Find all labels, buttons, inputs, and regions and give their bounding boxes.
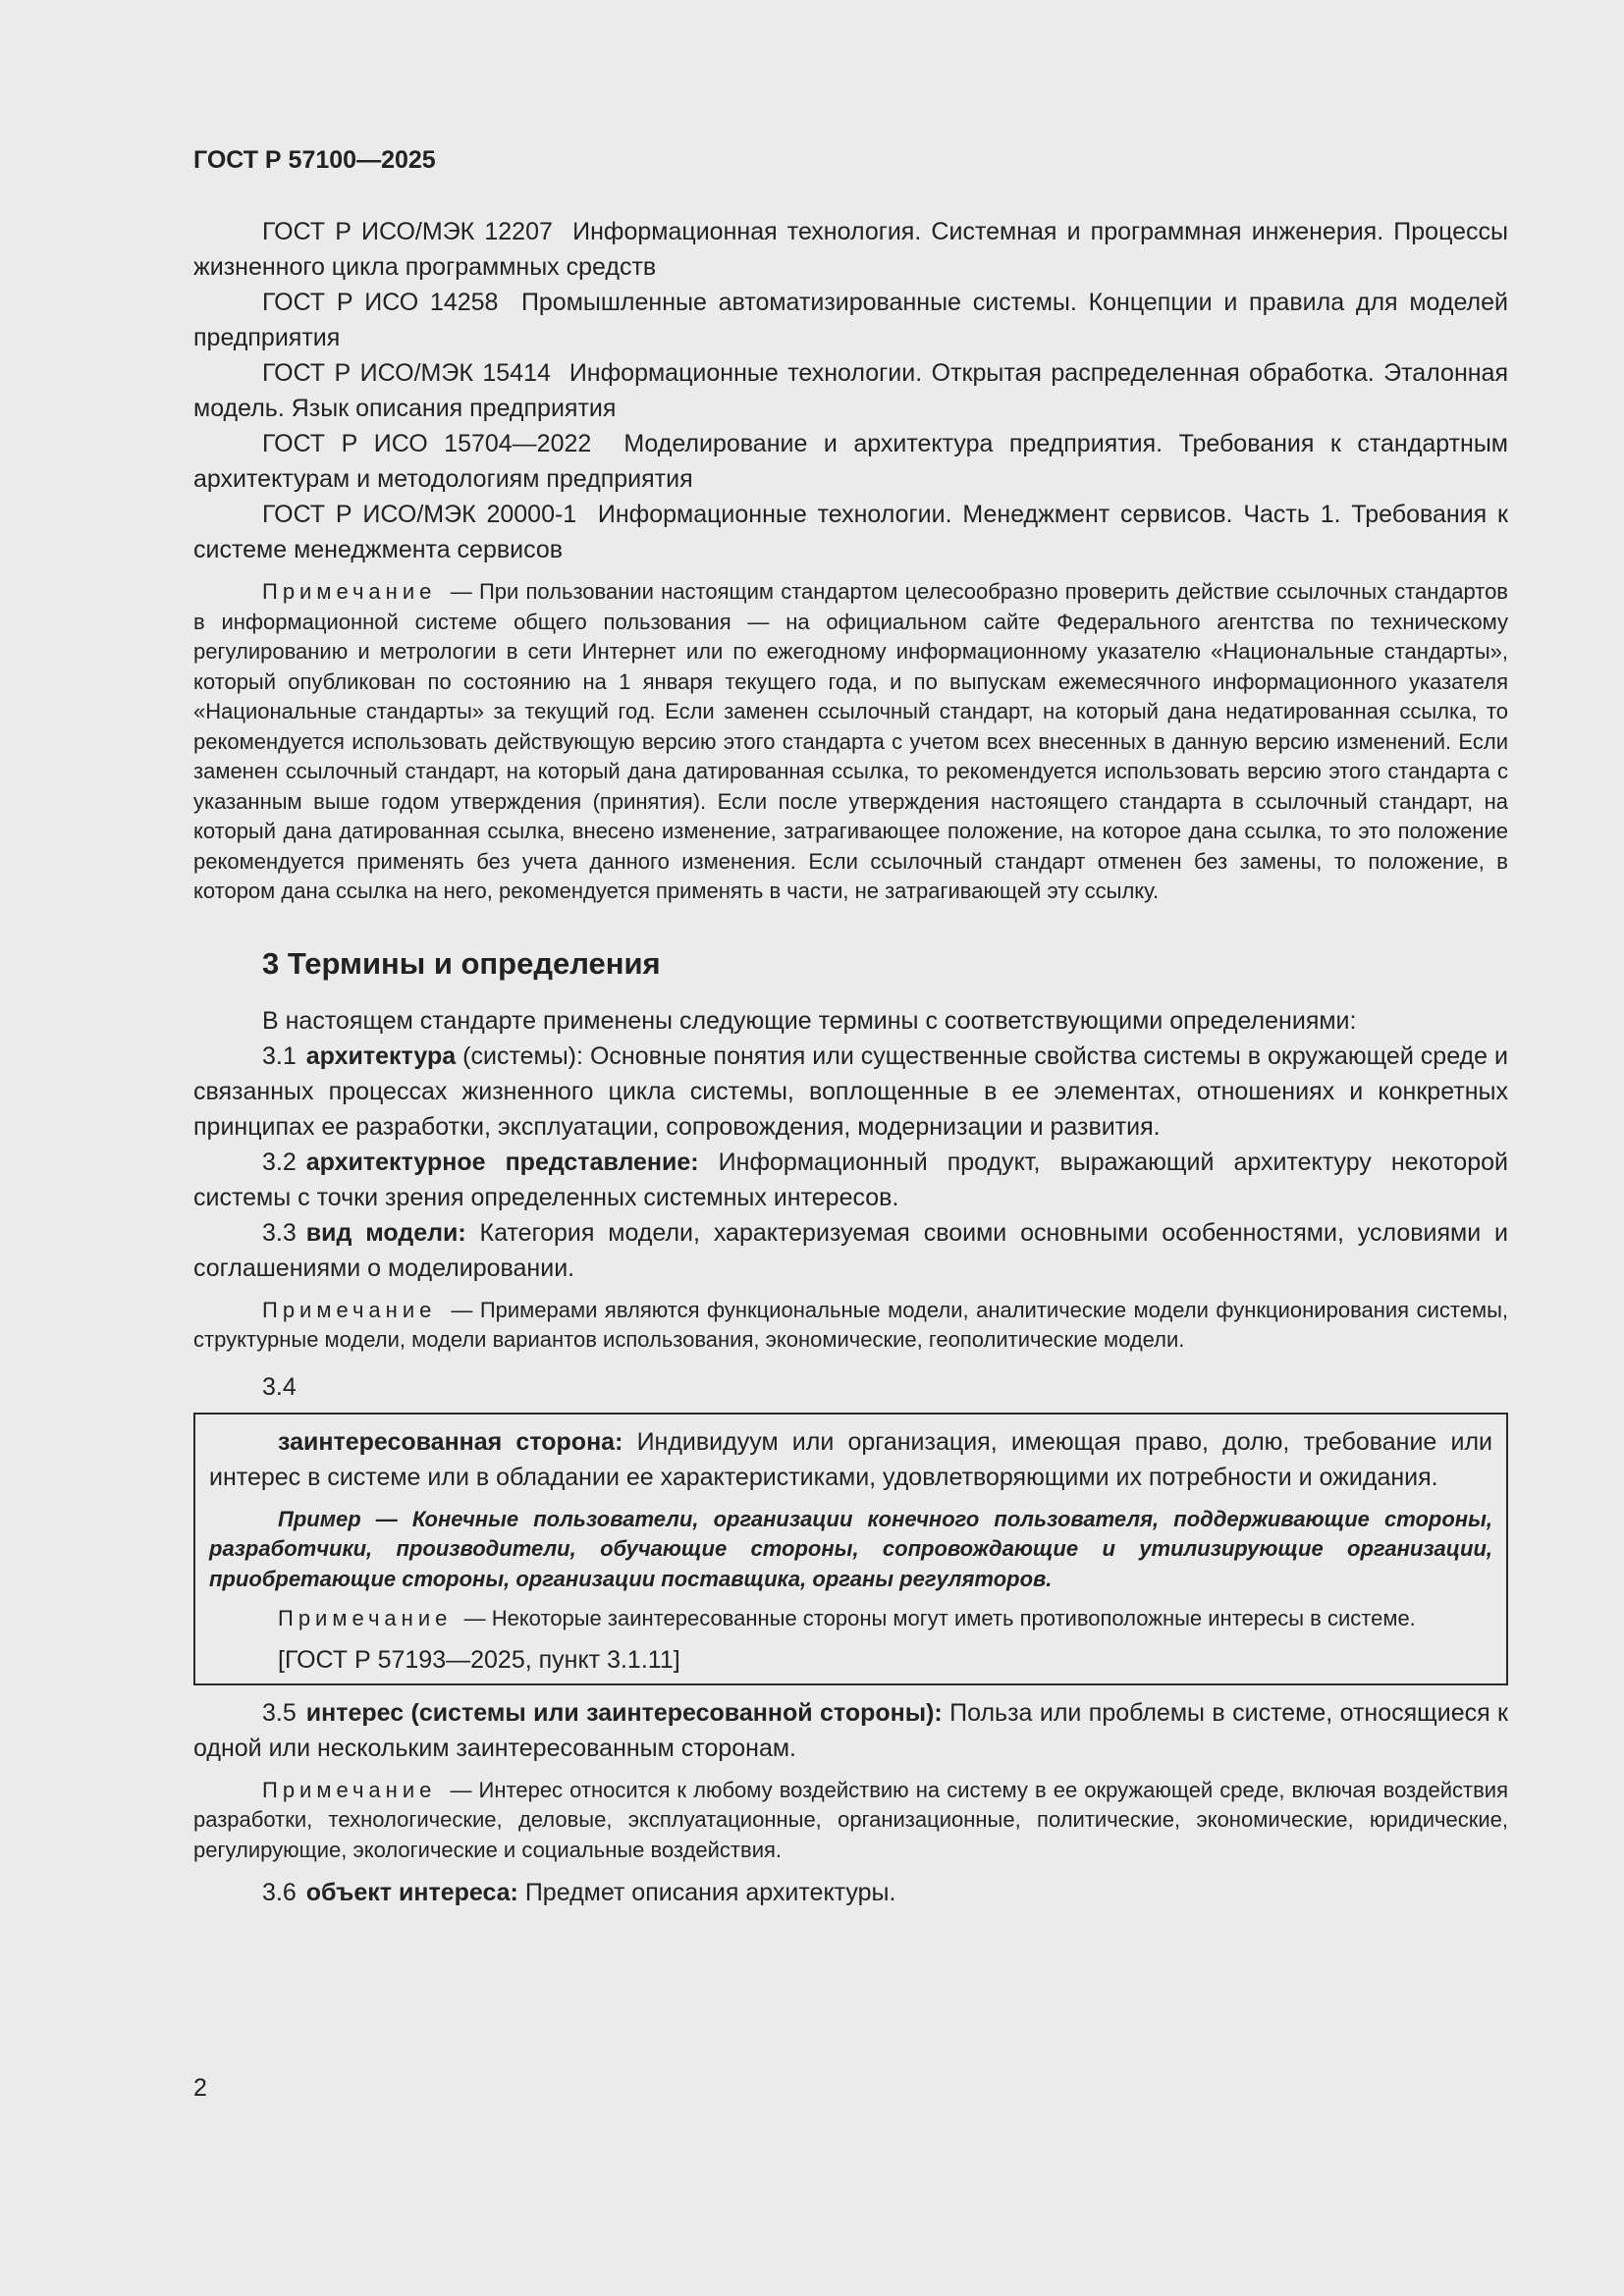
term-3-6: 3.6 объект интереса: Предмет описания архитектуры.: [262, 1879, 896, 1906]
page-content: [193, 145, 1508, 1910]
note-label: Примечание: [262, 579, 437, 604]
term-3-4-source: [ГОСТ Р 57193—2025, пункт 3.1.11]: [278, 1645, 680, 1674]
term-3-4-number: 3.4: [262, 1372, 297, 1401]
document-header: ГОСТ Р 57100—2025: [193, 146, 436, 174]
section-intro: В настоящем стандарте применены следующие термины с соответствующими определениями:: [262, 1006, 1357, 1035]
reference-item: ГОСТ Р ИСО/МЭК 20000-1 Информационные технологии. Менеджмент сервисов. Часть 1. Требования к системе менеджмента сервисов: [193, 501, 1508, 563]
reference-item: ГОСТ Р ИСО/МЭК 12207 Информационная технология. Системная и программная инженерия. Процессы жизненного цикла программных средств: [193, 218, 1508, 281]
term-3-3-note: Примечание — Примерами являются функциональные модели, аналитические модели функционирования системы, структурные модели, модели вариантов использования, экономические, геополитические модели.: [193, 1297, 1508, 1352]
term-3-4-example: Пример — Конечные пользователи, организации конечного пользователя, поддерживающие стороны, разработчики, производители, обучающие стороны, сопровождающие и утилизирующие организации, приобретающие стороны, организации поставщика, органы регуляторов.: [209, 1506, 1492, 1591]
term-3-3: 3.3 вид модели: Категория модели, характеризуемая своими основными особенностями, условиями и соглашениями о моделировании.: [193, 1218, 1508, 1282]
term-3-5: 3.5 интерес (системы или заинтересованной стороны): Польза или проблемы в системе, относящиеся к одной или нескольким заинтересованным сторонам.: [193, 1698, 1508, 1762]
term-3-2: 3.2 архитектурное представление: Информационный продукт, выражающий архитектуру некоторой системы с точки зрения определенных системных интересов.: [193, 1148, 1508, 1211]
reference-item: ГОСТ Р ИСО/МЭК 15414 Информационные технологии. Открытая распределенная обработка. Эталонная модель. Язык описания предприятия: [193, 359, 1508, 422]
term-3-5-note: Примечание — Интерес относится к любому воздействию на систему в ее окружающей среде, включая воздействия разработки, технологические, деловые, эксплуатационные, организационные, политические, экономические, юридические, регулирующие, экологические и социальные воздействия.: [193, 1777, 1508, 1862]
reference-item: ГОСТ Р ИСО 15704—2022 Моделирование и архитектура предприятия. Требования к стандартным архитектурам и методологиям предприятия: [193, 430, 1508, 493]
page-number: 2: [193, 2074, 207, 2102]
section-title: 3 Термины и определения: [262, 945, 661, 981]
reference-item: ГОСТ Р ИСО 14258 Промышленные автоматизированные системы. Концепции и правила для моделей предприятия: [193, 289, 1508, 351]
term-3-1: 3.1 архитектура (системы): Основные понятия или существенные свойства системы в окружающей среде и связанных процессах жизненного цикла системы, воплощенные в ее элементах, отношениях и конкретных принципах ее разработки, эксплуатации, сопровождения, модернизации и развития.: [193, 1041, 1508, 1141]
normative-references: [193, 214, 1508, 567]
term-3-4-note: Примечание — Некоторые заинтересованные стороны могут иметь противоположные интересы в системе.: [278, 1606, 1416, 1630]
term-3-4-definition: заинтересованная сторона: Индивидуум или организация, имеющая право, долю, требование или интерес в системе или в обладании ее характеристиками, удовлетворяющими их потребности и ожидания.: [209, 1427, 1492, 1491]
term-3-4-box: [193, 1413, 1508, 1685]
references-note: Примечание — При пользовании настоящим стандартом целесообразно проверить действие ссылочных стандартов в информационной системе общего пользования — на официальном сайте Федерального агентства по техническому регулированию и метрологии в сети Интернет или по ежегодному информационному указателю «Национальные стандарты», который опубликован по состоянию на 1 января текущего года, и по выпускам ежемесячного информационного указателя «Национальные стандарты» за текущий год. Если заменен ссылочный стандарт, на который дана недатированная ссылка, то рекомендуется использовать действующую версию этого стандарта с учетом всех внесенных в данную версию изменений. Если заменен ссылочный стандарт, на который дана датированная ссылка, то рекомендуется использовать версию этого стандарта с указанным выше годом утверждения (принятия). Если после утверждения настоящего стандарта в ссылочный стандарт, на который дана датированная ссылка, внесено изменение, затрагивающее положение, на которое дана ссылка, то это положение рекомендуется применять без учета данного изменения. Если ссылочный стандарт отменен без замены, то положение, в котором дана ссылка на него, рекомендуется применять в части, не затрагивающей эту ссылку.: [193, 579, 1508, 903]
